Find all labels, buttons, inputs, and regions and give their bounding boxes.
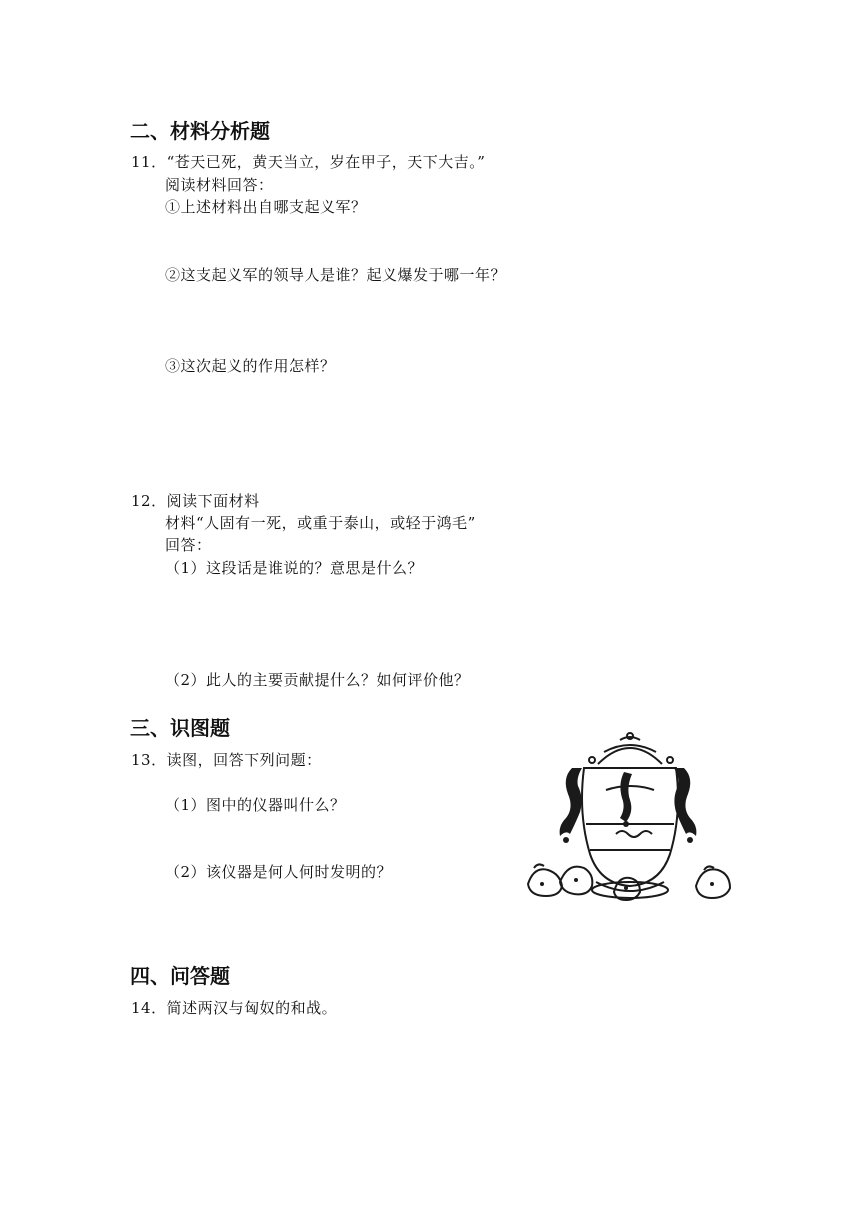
q12-subquestion-2: （2）此人的主要贡献提什么？如何评价他？ (165, 671, 470, 689)
section-heading-qa: 四、问答题 (130, 964, 230, 988)
q12-answer-label: 回答： (165, 536, 212, 554)
q14-title: 14．简述两汉与匈奴的和战。 (131, 999, 338, 1017)
q13-title: 13．读图，回答下列问题： (131, 751, 322, 769)
seismoscope-illustration (520, 724, 736, 908)
seismoscope-figure (520, 724, 736, 908)
q11-subquestion-3: ③这次起义的作用怎样？ (165, 357, 336, 375)
section-heading-figure: 三、识图题 (130, 716, 230, 740)
section-heading-material-analysis: 二、材料分析题 (130, 119, 270, 143)
q12-material: 材料“人固有一死，或重于泰山，或轻于鸿毛” (165, 514, 476, 532)
q12-subquestion-1: （1）这段话是谁说的？意思是什么？ (165, 559, 424, 577)
q11-subquestion-2: ②这支起义军的领导人是谁？起义爆发于哪一年？ (165, 266, 507, 284)
q13-subquestion-1: （1）图中的仪器叫什么？ (165, 796, 346, 814)
q13-subquestion-2: （2）该仪器是何人何时发明的？ (165, 863, 393, 881)
q12-title: 12．阅读下面材料 (131, 492, 260, 510)
q11-quote: 11．“苍天已死，黄天当立，岁在甲子，天下大吉。” (131, 153, 486, 171)
q11-instruction: 阅读材料回答： (165, 176, 274, 194)
q11-subquestion-1: ①上述材料出自哪支起义军？ (165, 198, 367, 216)
